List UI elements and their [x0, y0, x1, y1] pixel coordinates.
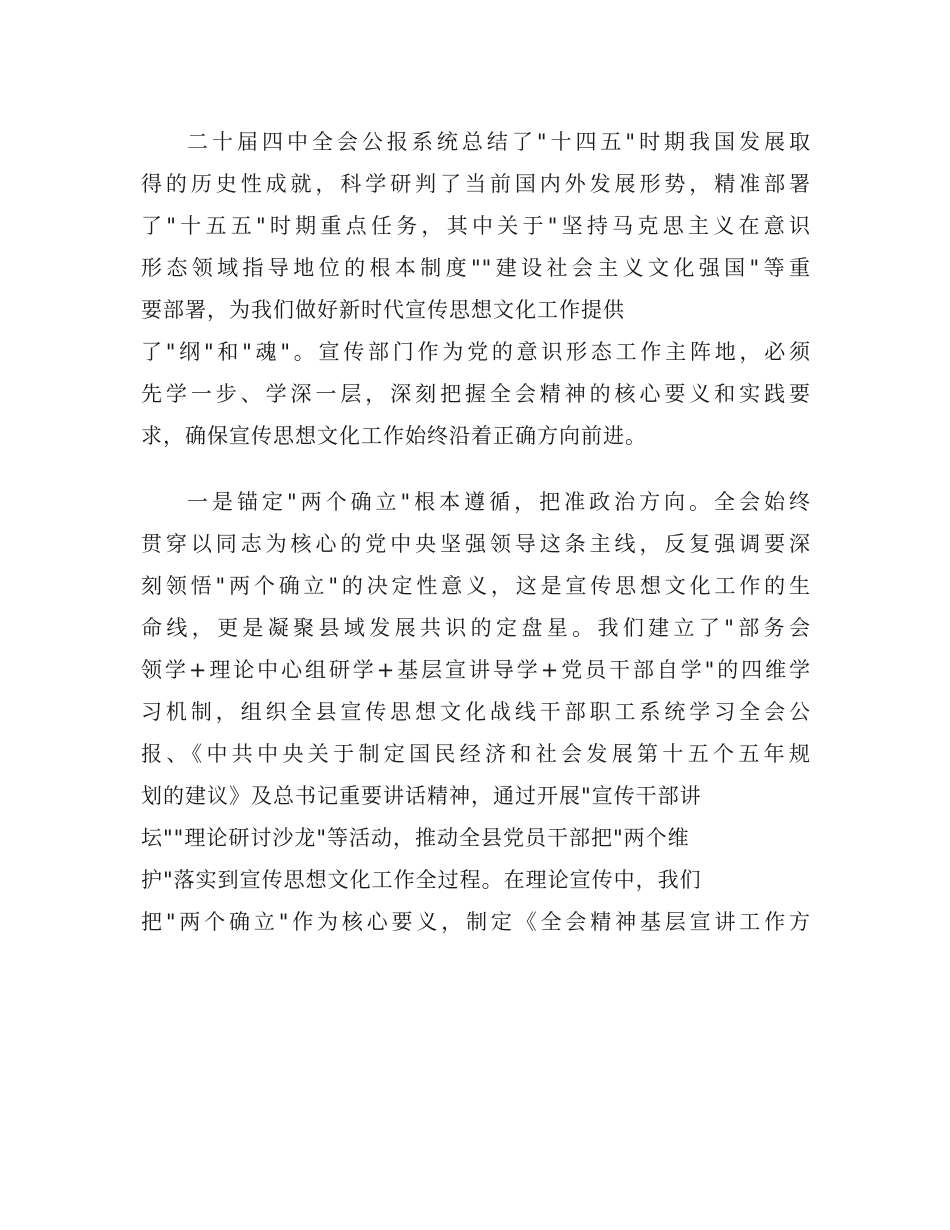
text-line: 报、《中共中央关于制定国民经济和社会发展第十五个五年规 [141, 742, 811, 766]
text-line: 贯穿以同志为核心的党中央坚强领导这条主线，反复强调要深 [141, 532, 811, 556]
text-line: 二十届四中全会公报系统总结了"十四五"时期我国发展取 [187, 130, 811, 154]
paragraph-intro [141, 127, 811, 463]
text-line: 求，确保宣传思想文化工作始终沿着正确方向前进。 [141, 424, 647, 448]
text-line: 一是锚定"两个确立"根本遵循，把准政治方向。全会始终 [187, 490, 811, 514]
text-line: 刻领悟"两个确立"的决定性意义，这是宣传思想文化工作的生 [141, 574, 811, 598]
text-line: 形态领域指导地位的根本制度""建设社会主义文化强国"等重 [141, 256, 811, 280]
text-line: 习机制，组织全县宣传思想文化战线干部职工系统学习全会公 [141, 700, 811, 724]
text-line: 了"十五五"时期重点任务，其中关于"坚持马克思主义在意识 [141, 214, 811, 238]
text-line: 把"两个确立"作为核心要义，制定《全会精神基层宣讲工作方 [141, 910, 811, 934]
text-line: 领学+理论中心组研学+基层宣讲导学+党员干部自学"的四维学 [141, 658, 811, 682]
text-line: 护"落实到宣传思想文化工作全过程。在理论宣传中，我们 [141, 868, 702, 892]
text-line: 坛""理论研讨沙龙"等活动，推动全县党员干部把"两个维 [141, 826, 690, 850]
text-line: 命线，更是凝聚县域发展共识的定盘星。我们建立了"部务会 [141, 616, 811, 640]
text-line: 要部署，为我们做好新时代宣传思想文化工作提供 [141, 298, 625, 322]
text-line: 划的建议》及总书记重要讲话精神，通过开展"宣传干部讲 [141, 784, 702, 808]
document-page [141, 127, 811, 949]
text-line: 先学一步、学深一层，深刻把握全会精神的核心要义和实践要 [141, 382, 811, 406]
text-line: 得的历史性成就，科学研判了当前国内外发展形势，精准部署 [141, 172, 811, 196]
paragraph-point-one [141, 487, 811, 949]
text-line: 了"纲"和"魂"。宣传部门作为党的意识形态工作主阵地，必须 [141, 340, 811, 364]
